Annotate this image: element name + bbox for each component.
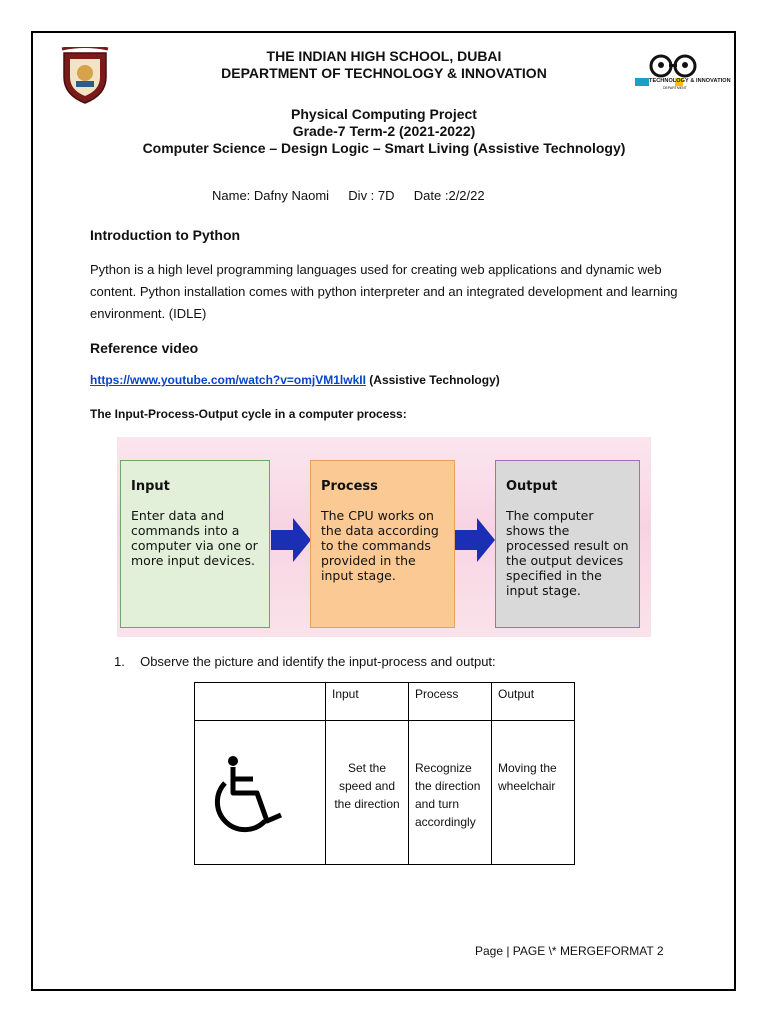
- logo-subtext: DEPARTMENT: [663, 86, 687, 90]
- logo-text: TECHNOLOGY & INNOVATION: [649, 78, 731, 84]
- icon-cell: [195, 721, 326, 865]
- header-cell-output: Output: [492, 683, 575, 721]
- header-cell-process: Process: [409, 683, 492, 721]
- arrow-process-output-icon: [455, 515, 495, 565]
- ipo-table: [194, 682, 575, 865]
- school-crest-logo: [60, 47, 110, 105]
- arrow-input-process-icon: [271, 515, 311, 565]
- output-text: The computer shows the processed result on the output devices specified in the input stage.: [506, 508, 629, 598]
- reference-video-link[interactable]: https://www.youtube.com/watch?v=omjVM1lwkII: [90, 373, 366, 387]
- process-cell: Recognize the direction and turn accordingly: [409, 721, 492, 865]
- output-title: Output: [506, 479, 558, 494]
- page-footer: Page | PAGE \* MERGEFORMAT 2: [475, 944, 664, 958]
- output-cell: Moving the wheelchair: [492, 721, 575, 865]
- intro-heading: Introduction to Python: [90, 227, 241, 243]
- wheelchair-icon: [195, 735, 313, 845]
- question-number: 1.: [114, 654, 125, 669]
- reference-heading: Reference video: [90, 340, 199, 356]
- student-div: Div : 7D: [348, 188, 395, 203]
- ipo-heading: The Input-Process-Output cycle in a computer process:: [90, 407, 407, 421]
- ipo-diagram: [117, 437, 651, 637]
- process-text: The CPU works on the data according to the commands provided in the input stage.: [321, 508, 439, 583]
- process-title: Process: [321, 479, 378, 494]
- department-name: DEPARTMENT OF TECHNOLOGY & INNOVATION: [221, 65, 547, 81]
- input-box: [120, 460, 270, 628]
- header-cell-input: Input: [326, 683, 409, 721]
- process-box: [310, 460, 455, 628]
- header-cell-empty: [195, 683, 326, 721]
- output-box: [495, 460, 640, 628]
- grade-term: Grade-7 Term-2 (2021-2022): [292, 123, 476, 139]
- input-cell: Set the speed and the direction: [326, 721, 409, 865]
- input-text: Enter data and commands into a computer via one or more input devices.: [131, 508, 258, 568]
- intro-body: Python is a high level programming languages used for creating web applications and dynamic web content. Python installation comes with python interpreter and an integrated development and learning environment. (IDLE): [90, 262, 678, 321]
- student-name: Name: Dafny Naomi: [212, 188, 330, 203]
- question-text: Observe the picture and identify the input-process and output:: [140, 654, 496, 669]
- table-header-row: [195, 683, 575, 721]
- table-row: [195, 721, 575, 865]
- school-name: THE INDIAN HIGH SCHOOL, DUBAI: [266, 48, 502, 64]
- report-date: Date :2/2/22: [413, 188, 485, 203]
- subject-line: Computer Science – Design Logic – Smart Living (Assistive Technology): [142, 140, 626, 156]
- project-title: Physical Computing Project: [291, 106, 477, 122]
- tech-innovation-logo: [633, 52, 731, 92]
- reference-link-note: (Assistive Technology): [369, 373, 500, 387]
- input-title: Input: [131, 479, 170, 494]
